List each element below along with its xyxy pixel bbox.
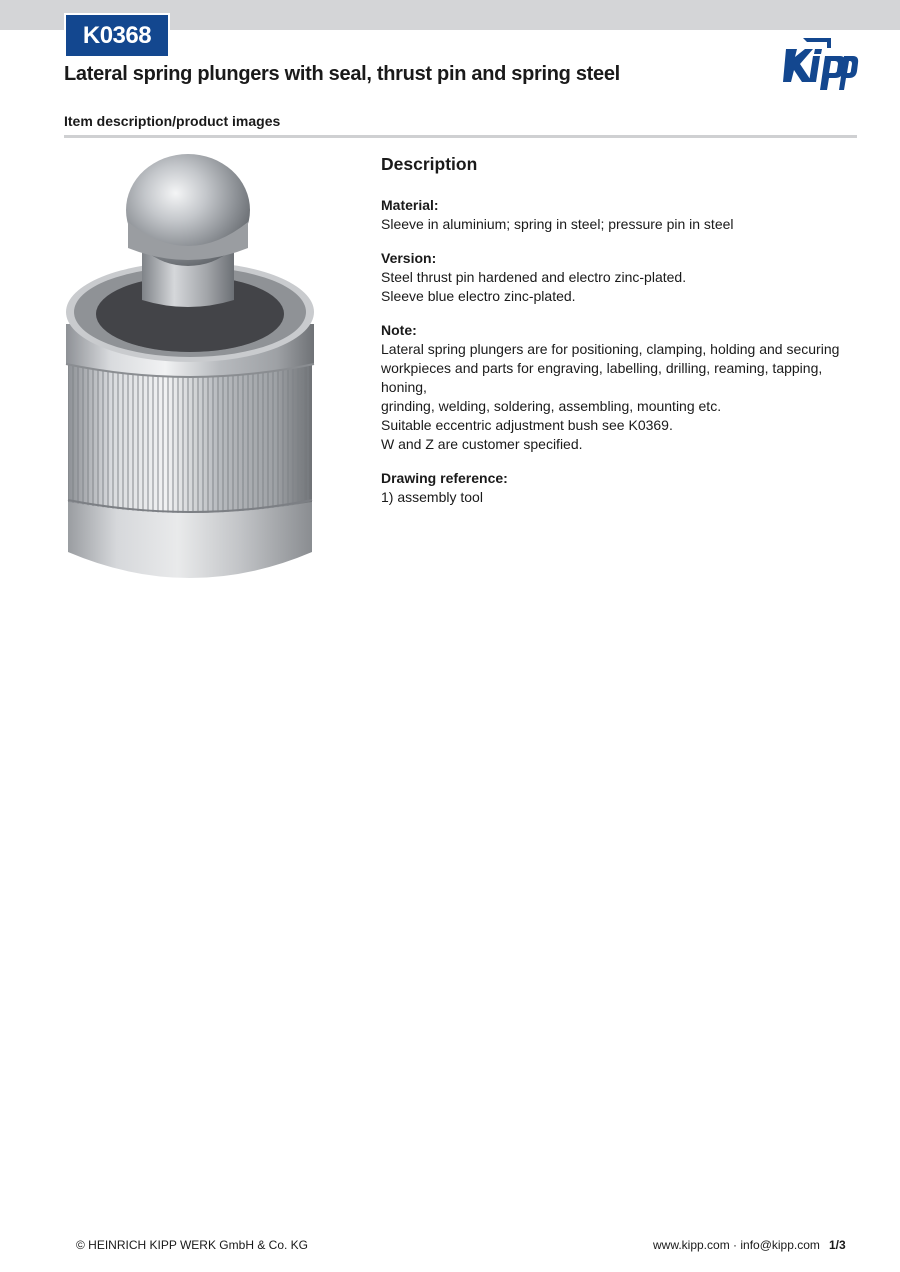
note-block (381, 321, 861, 454)
page-title: Lateral spring plungers with seal, thrust pin and spring steel (64, 63, 620, 85)
item-code: K0368 (82, 21, 152, 49)
footer-contact: www.kipp.com · info@kipp.com (653, 1238, 820, 1252)
material-label: Material: (381, 197, 439, 213)
material-block (381, 196, 861, 234)
note-text-line: Lateral spring plungers are for positioning, clamping, holding and securing (381, 341, 840, 357)
version-text-line: Steel thrust pin hardened and electro zinc-plated. (381, 269, 687, 285)
drawing-reference-text: 1) assembly tool (381, 489, 483, 505)
page-number: 1/3 (829, 1238, 846, 1252)
section-divider (64, 135, 857, 138)
note-text-line: W and Z are customer specified. (381, 436, 583, 452)
description-heading: Description (381, 154, 478, 174)
section-label: Item description/product images (64, 113, 281, 129)
version-text-line: Sleeve blue electro zinc-plated. (381, 288, 576, 304)
footer-copyright: © HEINRICH KIPP WERK GmbH & Co. KG (76, 1238, 308, 1252)
material-text: Sleeve in aluminium; spring in steel; pressure pin in steel (381, 216, 734, 232)
drawing-reference-block (381, 469, 861, 507)
item-code-badge (64, 13, 170, 58)
version-label: Version: (381, 250, 437, 266)
product-image (62, 152, 318, 592)
drawing-reference-label: Drawing reference: (381, 470, 508, 486)
logo-text: Kipp (783, 36, 786, 37)
note-label: Note: (381, 322, 417, 338)
note-text-line: workpieces and parts for engraving, labelling, drilling, reaming, tapping, honing, (381, 360, 823, 395)
version-block (381, 249, 861, 306)
description-panel (381, 152, 861, 522)
kipp-logo (783, 36, 859, 92)
note-text-line: grinding, welding, soldering, assembling, mounting etc. (381, 398, 722, 414)
note-text-line: Suitable eccentric adjustment bush see K0369. (381, 417, 673, 433)
